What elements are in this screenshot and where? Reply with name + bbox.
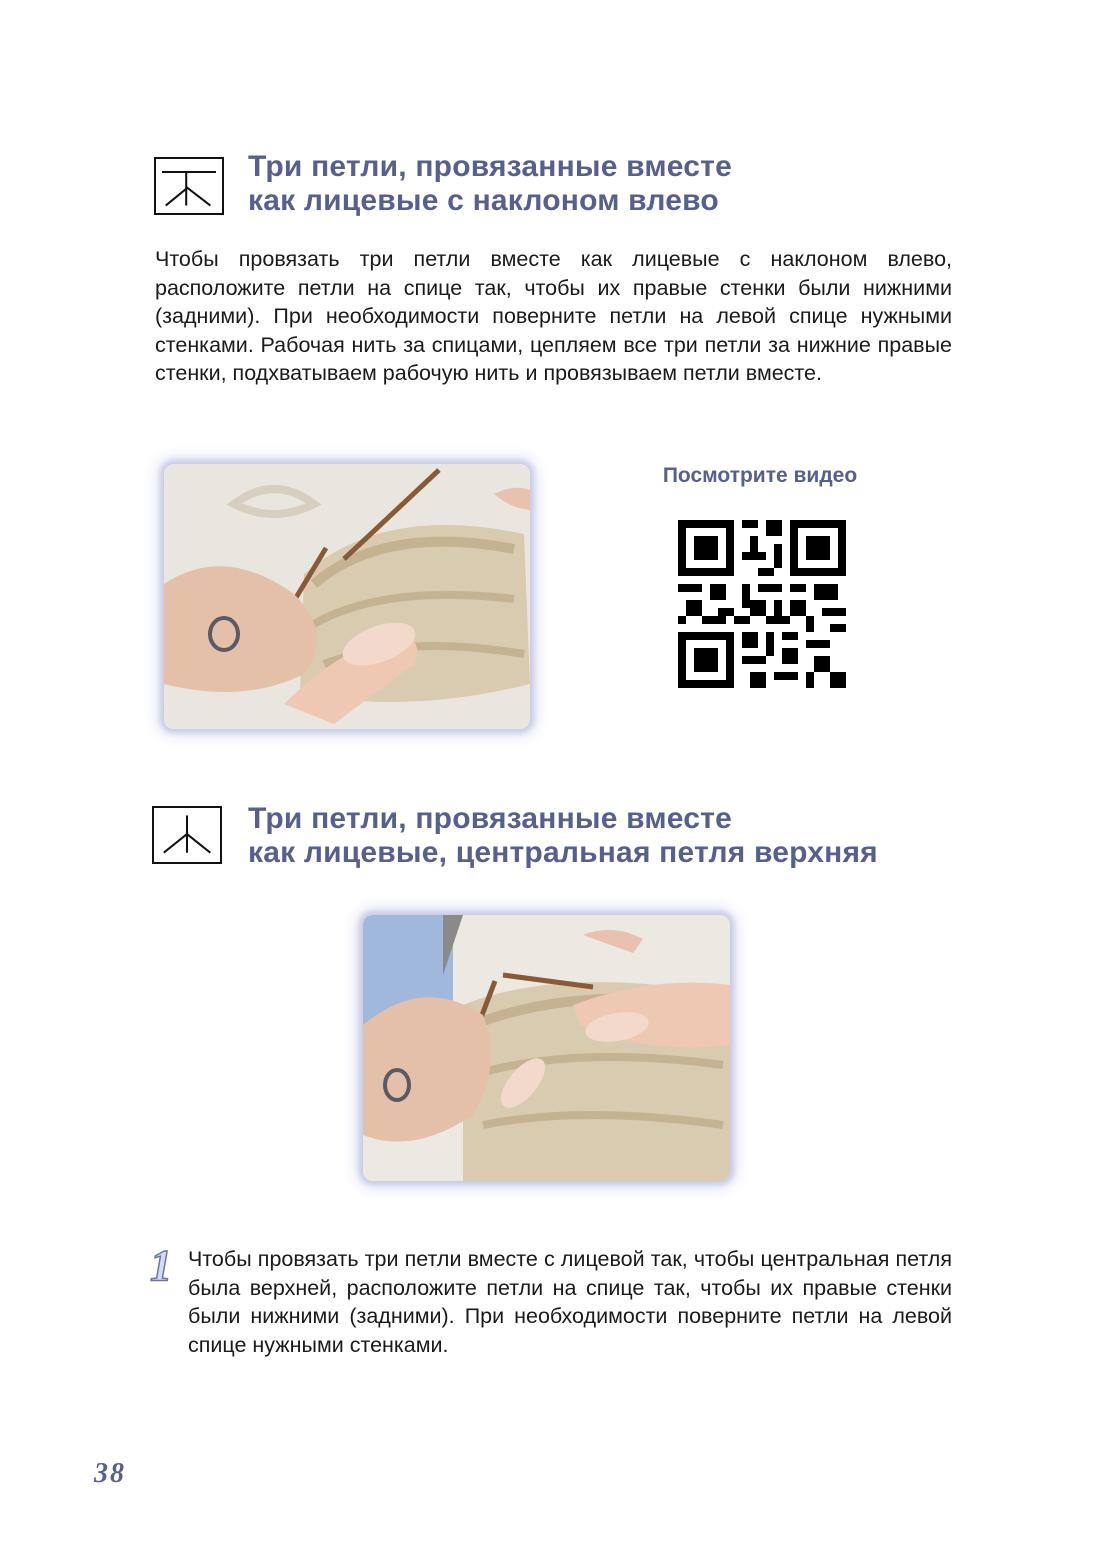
knit-three-together-left-symbol	[154, 157, 224, 215]
page-number: 38	[94, 1458, 126, 1489]
step-number: 1	[150, 1241, 172, 1290]
section-1-title-line-2: как лицевые с наклоном влево	[248, 184, 719, 217]
section-1-photo	[164, 464, 530, 729]
knit-three-together-center-symbol	[152, 806, 222, 864]
three-together-center-top-symbol-icon	[154, 808, 220, 862]
section-1-title-line-1: Три петли, провязанные вместе	[248, 150, 732, 183]
qr-code-icon	[678, 520, 846, 688]
knitting-photo-icon	[363, 915, 730, 1181]
section-2-photo	[363, 915, 730, 1181]
video-qr-code[interactable]	[678, 520, 846, 688]
section-1-title	[248, 150, 732, 218]
video-caption: Посмотрите видео	[662, 464, 858, 487]
section-2-title-line-2: как лицевые, центральная петля верхняя	[248, 836, 878, 869]
section-2-title	[248, 802, 878, 870]
three-together-left-lean-symbol-icon	[156, 159, 222, 213]
step-1-text: Чтобы провязать три петли вместе с лицевой так, чтобы центральная петля была верхней, расположите петли на спице так, чтобы их правые стенки были нижними (задними). При необходимости поверните петли на левой спице нужными стенками.	[188, 1247, 952, 1357]
knitting-photo-icon	[164, 464, 530, 729]
section-1-body: Чтобы провязать три петли вместе как лицевые с наклоном влево, расположите петли на спице так, чтобы их правые стенки были нижними (задними). При необходимости поверните петли на левой спице нужными стенками. Рабочая нить за спицами, цепляем все три петли за нижние правые стенки, подхватываем рабочую нить и провязываем петли вместе.	[155, 247, 952, 386]
section-2-title-line-1: Три петли, провязанные вместе	[248, 802, 732, 835]
